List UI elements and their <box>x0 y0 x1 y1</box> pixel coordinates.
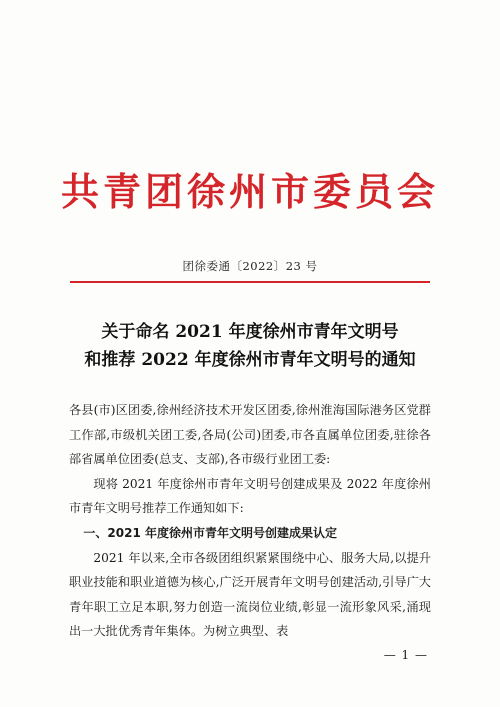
recipients-paragraph: 各县(市)区团委,徐州经济技术开发区团委,徐州淮海国际港务区党群工作部,市级机关团工委,各局(公司)团委,市各直属单位团委,驻徐各部省属单位团委(总支、支部),各市级行业团工委: <box>69 403 431 467</box>
notice-title-line-2: 和推荐 2022 年度徐州市青年文明号的通知 <box>84 350 416 370</box>
document-number: 团徐委通〔2022〕23 号 <box>182 259 318 273</box>
section-1-paragraph: 2021 年以来,全市各级团组织紧紧围绕中心、服务大局,以提升职业技能和职业道德为核心,广泛开展青年文明号创建活动,引导广大青年职工立足本职,努力创造一流岗位业绩,彰显一流形象风采,涌现出一大批优秀青年集体。为树立典型、表 <box>69 550 431 639</box>
page-number: — 1 — <box>383 648 428 662</box>
issuing-organization-title: 共青团徐州市委员会 <box>60 170 439 214</box>
section-1-heading: 一、2021 年度徐州市青年文明号创建成果认定 <box>83 525 337 540</box>
intro-paragraph: 现将 2021 年度徐州市青年文明号创建成果及 2022 年度徐州市青年文明号推荐工作通知如下: <box>69 476 431 516</box>
notice-title-line-1: 关于命名 2021 年度徐州市青年文明号 <box>101 322 399 342</box>
document-body <box>69 398 431 644</box>
notice-title <box>0 318 500 374</box>
red-separator-line <box>70 281 430 283</box>
